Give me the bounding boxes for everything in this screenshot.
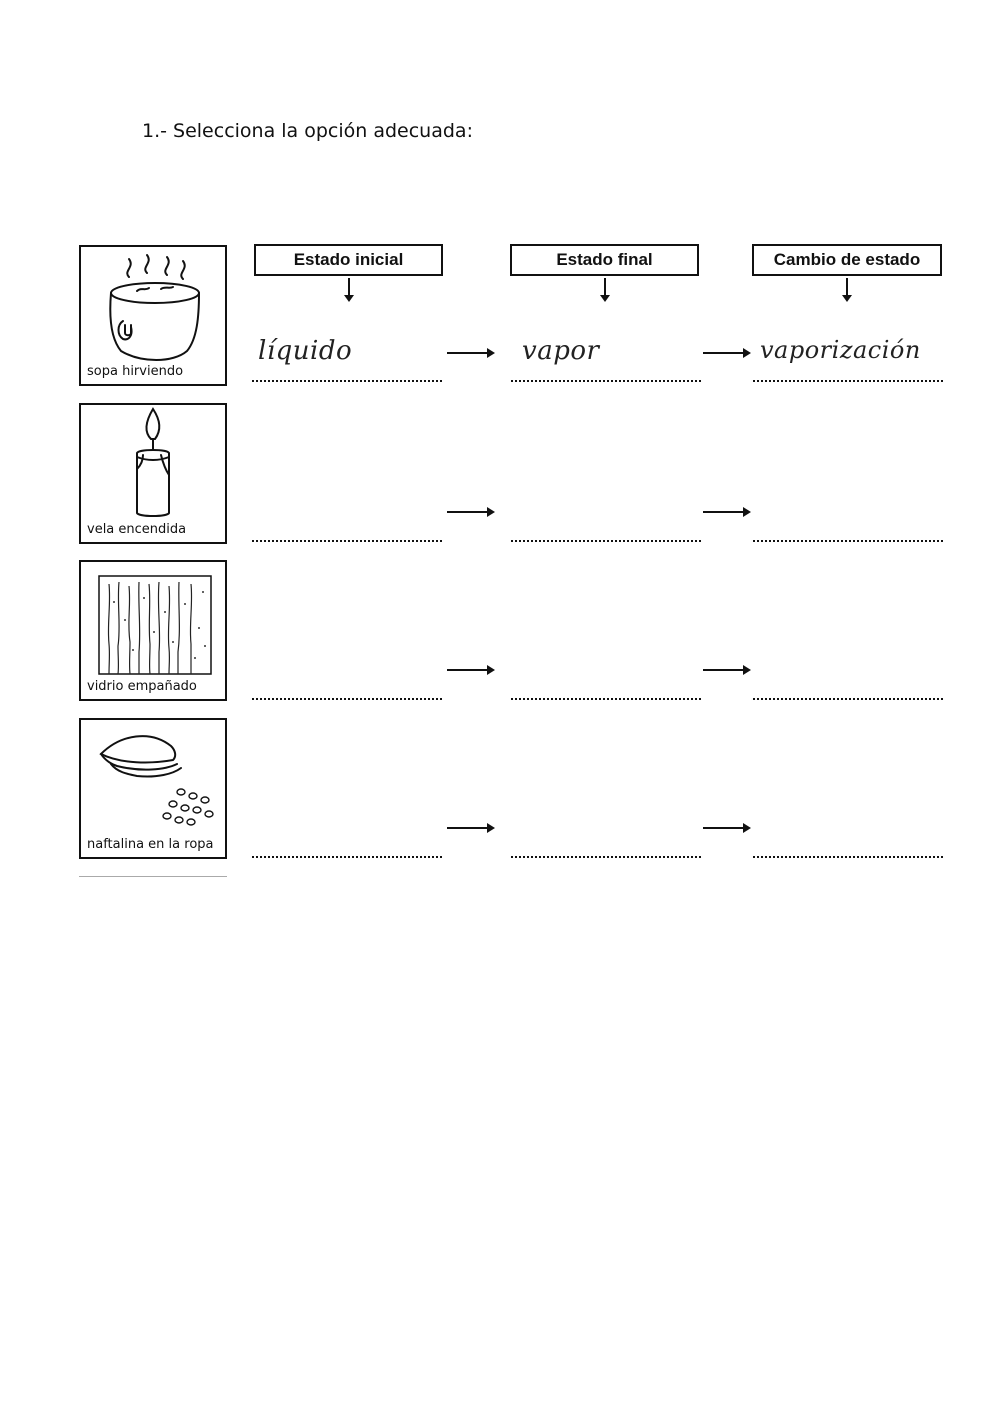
down-arrow-icon: [342, 278, 356, 304]
answer-line: [753, 540, 943, 542]
picture-card-vidrio: [79, 560, 227, 701]
answer-change-row-1[interactable]: vaporización: [760, 336, 921, 364]
header-cambio-de-estado: Cambio de estado: [752, 244, 942, 276]
answer-line: [511, 698, 701, 700]
header-estado-final: Estado final: [510, 244, 699, 276]
answer-line: [511, 380, 701, 382]
answer-line: [511, 540, 701, 542]
answer-line: [753, 380, 943, 382]
card-caption: naftalina en la ropa: [87, 837, 214, 852]
answer-line: [753, 856, 943, 858]
right-arrow-icon: [447, 821, 497, 835]
answer-line: [511, 856, 701, 858]
bottom-divider: [79, 876, 227, 877]
picture-card-vela: [79, 403, 227, 544]
answer-initial-row-1[interactable]: líquido: [258, 336, 353, 366]
right-arrow-icon: [703, 505, 753, 519]
picture-card-sopa: [79, 245, 227, 386]
instruction-text: 1.- Selecciona la opción adecuada:: [142, 120, 473, 142]
picture-card-naftalina: [79, 718, 227, 859]
right-arrow-icon: [703, 663, 753, 677]
answer-line: [252, 856, 442, 858]
down-arrow-icon: [840, 278, 854, 304]
answer-line: [252, 380, 442, 382]
header-estado-inicial: Estado inicial: [254, 244, 443, 276]
card-caption: vela encendida: [87, 522, 187, 537]
down-arrow-icon: [598, 278, 612, 304]
answer-line: [252, 698, 442, 700]
card-caption: vidrio empañado: [87, 679, 197, 694]
answer-line: [753, 698, 943, 700]
right-arrow-icon: [447, 505, 497, 519]
right-arrow-icon: [703, 346, 753, 360]
answer-final-row-1[interactable]: vapor: [522, 336, 600, 366]
right-arrow-icon: [447, 346, 497, 360]
right-arrow-icon: [703, 821, 753, 835]
card-caption: sopa hirviendo: [87, 364, 184, 379]
answer-line: [252, 540, 442, 542]
right-arrow-icon: [447, 663, 497, 677]
